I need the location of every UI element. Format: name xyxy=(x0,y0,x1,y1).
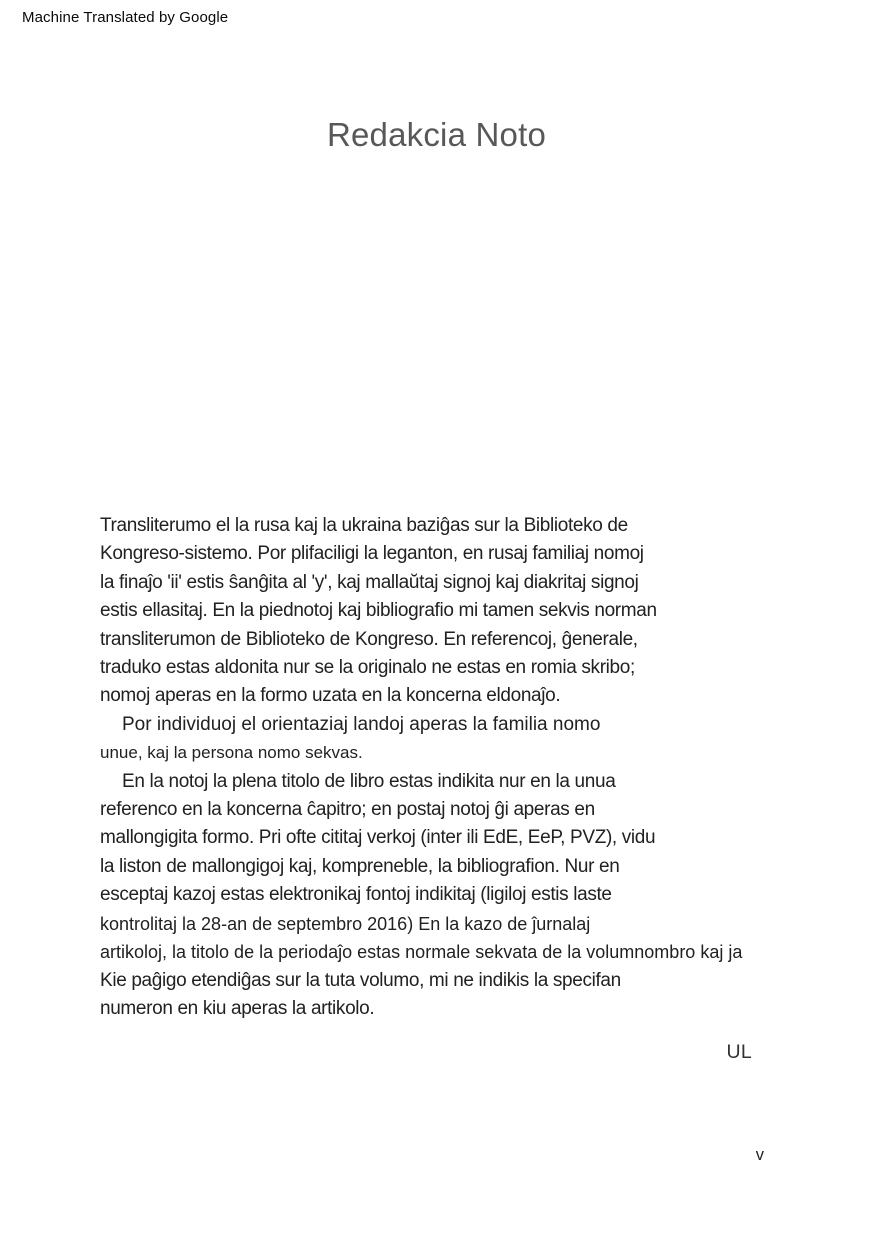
body-line: referenco en la koncerna ĉapitro; en postaj notoj ĝi aperas en xyxy=(100,799,595,821)
body-line: estis ellasitaj. En la piednotoj kaj bibliografio mi tamen sekvis norman xyxy=(100,600,657,622)
body-line: traduko estas aldonita nur se la originalo ne estas en romia skribo; xyxy=(100,657,635,679)
body-line: esceptaj kazoj estas elektronikaj fontoj indikitaj (ligiloj estis laste xyxy=(100,884,612,906)
body-paragraphs xyxy=(100,512,873,1023)
body-line: transliterumon de Biblioteko de Kongreso. En referencoj, ĝenerale, xyxy=(100,628,638,650)
body-line: En la notoj la plena titolo de libro estas indikita nur en la unua xyxy=(122,770,616,792)
author-initials: UL xyxy=(726,1041,752,1063)
body-line: la liston de mallongigoj kaj, kompreneble, la bibliografion. Nur en xyxy=(100,855,620,877)
body-line: nomoj aperas en la formo uzata en la koncerna eldonaĵo. xyxy=(100,685,561,707)
body-line: unue, kaj la persona nomo sekvas. xyxy=(100,743,363,763)
body-line: kontrolitaj la 28-an de septembro 2016) En la kazo de ĵurnalaj xyxy=(100,913,591,934)
body-line: artikoloj, la titolo de la periodaĵo estas normale sekvata de la volumnombro kaj ja xyxy=(100,942,743,963)
body-line: Kongreso-sistemo. Por plifaciligi la leganton, en rusaj familiaj nomoj xyxy=(100,543,644,565)
page-title: Redakcia Noto xyxy=(326,116,547,153)
machine-translated-note: Machine Translated by Google xyxy=(22,9,229,26)
page-number: v xyxy=(755,1146,764,1164)
body-line: mallongigita formo. Pri ofte cititaj verkoj (inter ili EdE, EeP, PVZ), vidu xyxy=(100,827,656,849)
body-line: Transliterumo el la rusa kaj la ukraina baziĝas sur la Biblioteko de xyxy=(100,515,628,536)
body-line: numeron en kiu aperas la artikolo. xyxy=(100,997,375,1019)
body-line: Kie paĝigo etendiĝas sur la tuta volumo, mi ne indikis la specifan xyxy=(100,969,621,991)
body-line: Por individuoj el orientaziaj landoj aperas la familia nomo xyxy=(122,713,601,735)
body-line: la finaĵo 'ii' estis ŝanĝita al 'y', kaj mallaŭtaj signoj kaj diakritaj signoj xyxy=(100,571,639,593)
